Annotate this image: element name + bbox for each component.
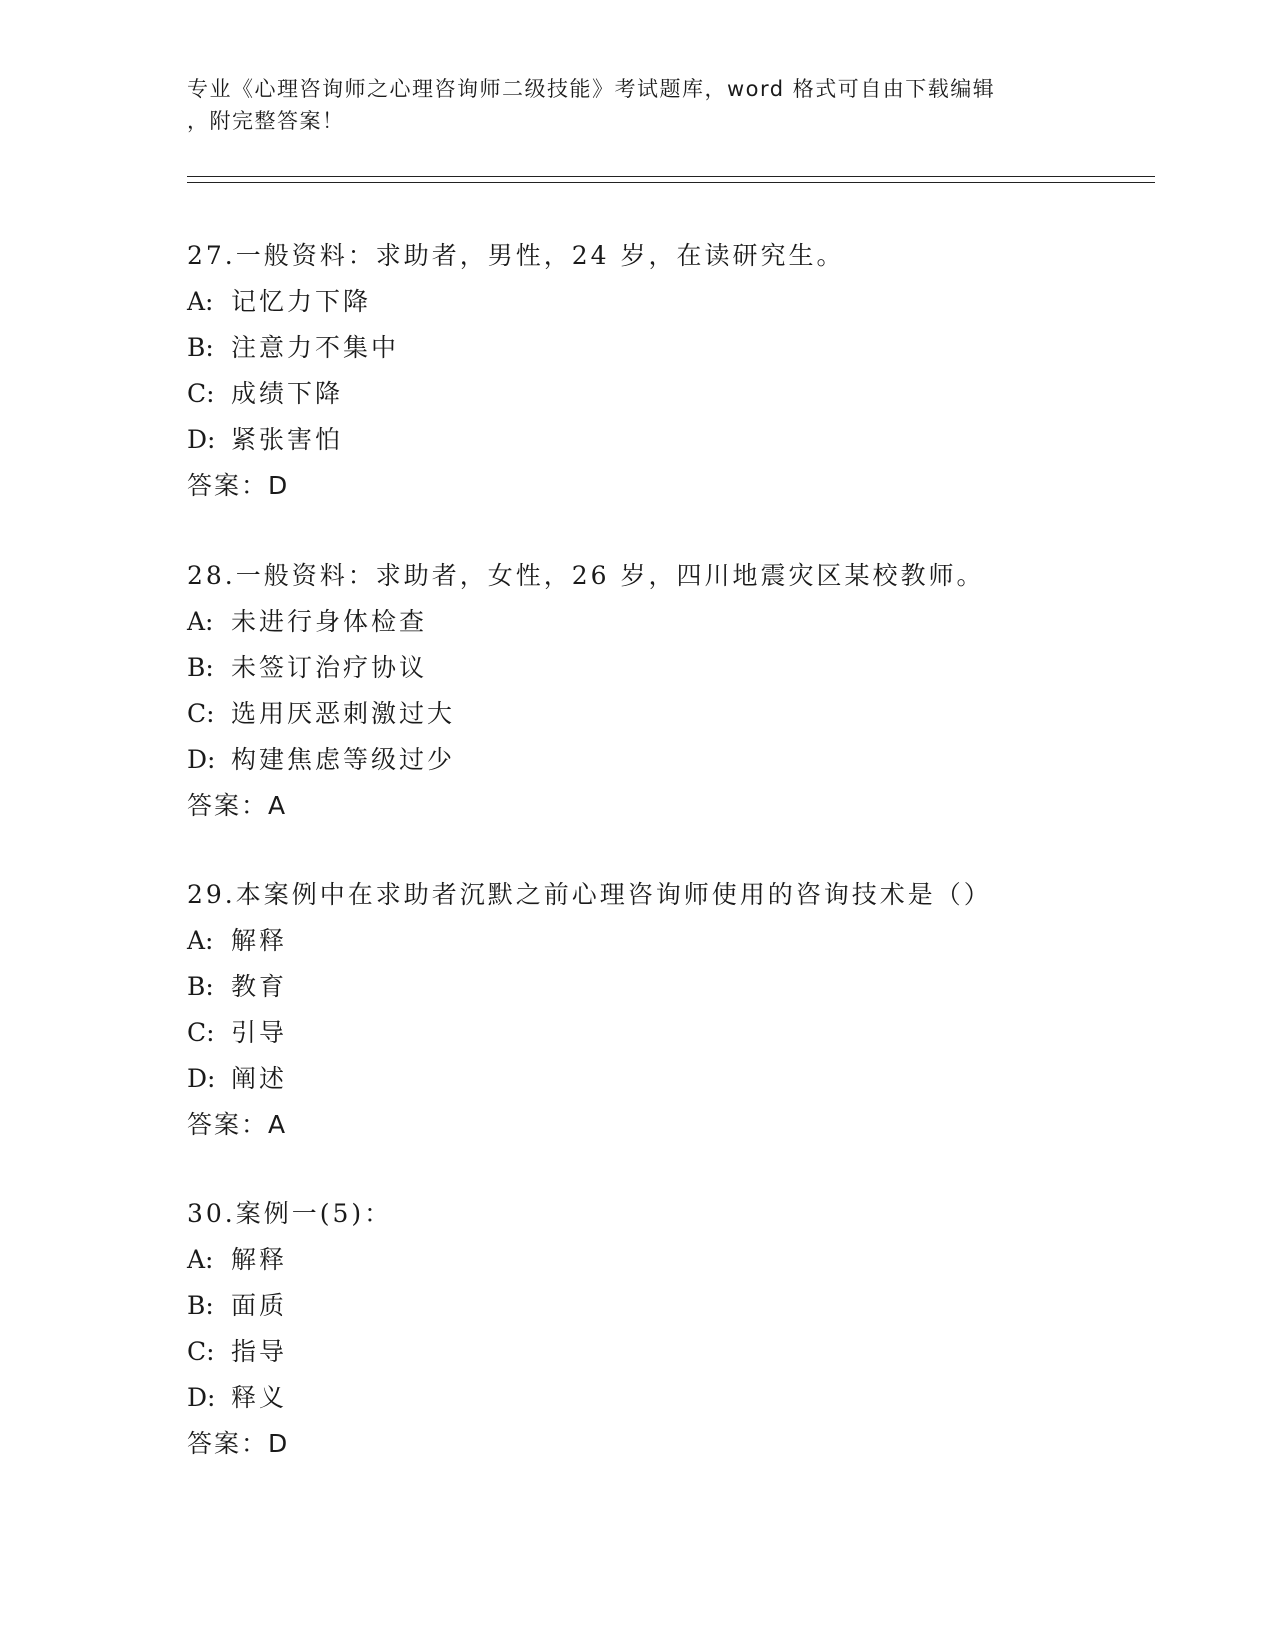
option-d (187, 1375, 1147, 1421)
answer-value: D (268, 1429, 289, 1458)
option-d (187, 417, 1147, 463)
option-c (187, 1010, 1147, 1056)
answer-value: A (268, 791, 287, 820)
option-letter: D: (187, 745, 216, 774)
option-a (187, 918, 1147, 964)
answer-label: 答案： (187, 1110, 269, 1139)
option-letter: C: (187, 1337, 215, 1366)
answer-label: 答案： (187, 1429, 269, 1458)
question-stem: 27.一般资料：求助者，男性，24 岁，在读研究生。 (187, 241, 845, 270)
answer-line (187, 463, 1147, 509)
option-letter: B: (187, 972, 214, 1001)
option-letter: B: (187, 1291, 214, 1320)
option-text: 构建焦虑等级过少 (231, 745, 456, 774)
question-stem: 29.本案例中在求助者沉默之前心理咨询师使用的咨询技术是（） (187, 880, 992, 909)
option-a (187, 599, 1147, 645)
answer-value: A (268, 1110, 287, 1139)
option-text: 记忆力下降 (231, 287, 372, 316)
option-letter: B: (187, 333, 214, 362)
option-text: 面质 (231, 1291, 288, 1320)
option-c (187, 691, 1147, 737)
option-text: 教育 (231, 972, 288, 1001)
option-letter: A: (187, 1245, 214, 1274)
option-d (187, 1056, 1147, 1102)
option-letter: C: (187, 1018, 215, 1047)
option-d (187, 737, 1147, 783)
question-stem: 30.案例一(5)： (187, 1199, 393, 1228)
option-letter: C: (187, 699, 215, 728)
question-27 (187, 233, 1147, 509)
option-letter: C: (187, 379, 215, 408)
option-c (187, 371, 1147, 417)
question-28 (187, 553, 1147, 829)
option-b (187, 1283, 1147, 1329)
option-text: 未签订治疗协议 (231, 653, 428, 682)
option-b (187, 325, 1147, 371)
option-letter: A: (187, 607, 214, 636)
option-a (187, 1237, 1147, 1283)
question-29 (187, 872, 1147, 1148)
option-a (187, 279, 1147, 325)
option-text: 未进行身体检查 (231, 607, 428, 636)
header-divider-top (187, 176, 1155, 177)
option-c (187, 1329, 1147, 1375)
option-text: 注意力不集中 (231, 333, 400, 362)
option-text: 成绩下降 (231, 379, 344, 408)
answer-label: 答案： (187, 471, 269, 500)
option-letter: A: (187, 926, 214, 955)
answer-line (187, 1102, 1147, 1148)
answer-value: D (268, 471, 289, 500)
option-text: 紧张害怕 (231, 425, 344, 454)
answer-label: 答案： (187, 791, 269, 820)
option-letter: B: (187, 653, 214, 682)
option-text: 指导 (231, 1337, 288, 1366)
option-letter: A: (187, 287, 214, 316)
header-divider-bottom (187, 182, 1155, 183)
option-text: 引导 (231, 1018, 288, 1047)
option-text: 解释 (231, 1245, 288, 1274)
header-line-1: 专业《心理咨询师之心理咨询师二级技能》考试题库，word 格式可自由下载编辑 (187, 77, 996, 101)
option-text: 解释 (231, 926, 288, 955)
option-letter: D: (187, 1064, 216, 1093)
option-text: 释义 (231, 1383, 288, 1412)
option-letter: D: (187, 1383, 216, 1412)
option-letter: D: (187, 425, 216, 454)
option-b (187, 964, 1147, 1010)
answer-line (187, 783, 1147, 829)
option-text: 选用厌恶刺激过大 (231, 699, 456, 728)
question-stem: 28.一般资料：求助者，女性，26 岁，四川地震灾区某校教师。 (187, 561, 985, 590)
option-b (187, 645, 1147, 691)
answer-line (187, 1421, 1147, 1467)
header-line-2: ，附完整答案！ (187, 109, 345, 133)
question-30 (187, 1191, 1147, 1467)
document-header (187, 73, 1067, 137)
option-text: 阐述 (231, 1064, 288, 1093)
